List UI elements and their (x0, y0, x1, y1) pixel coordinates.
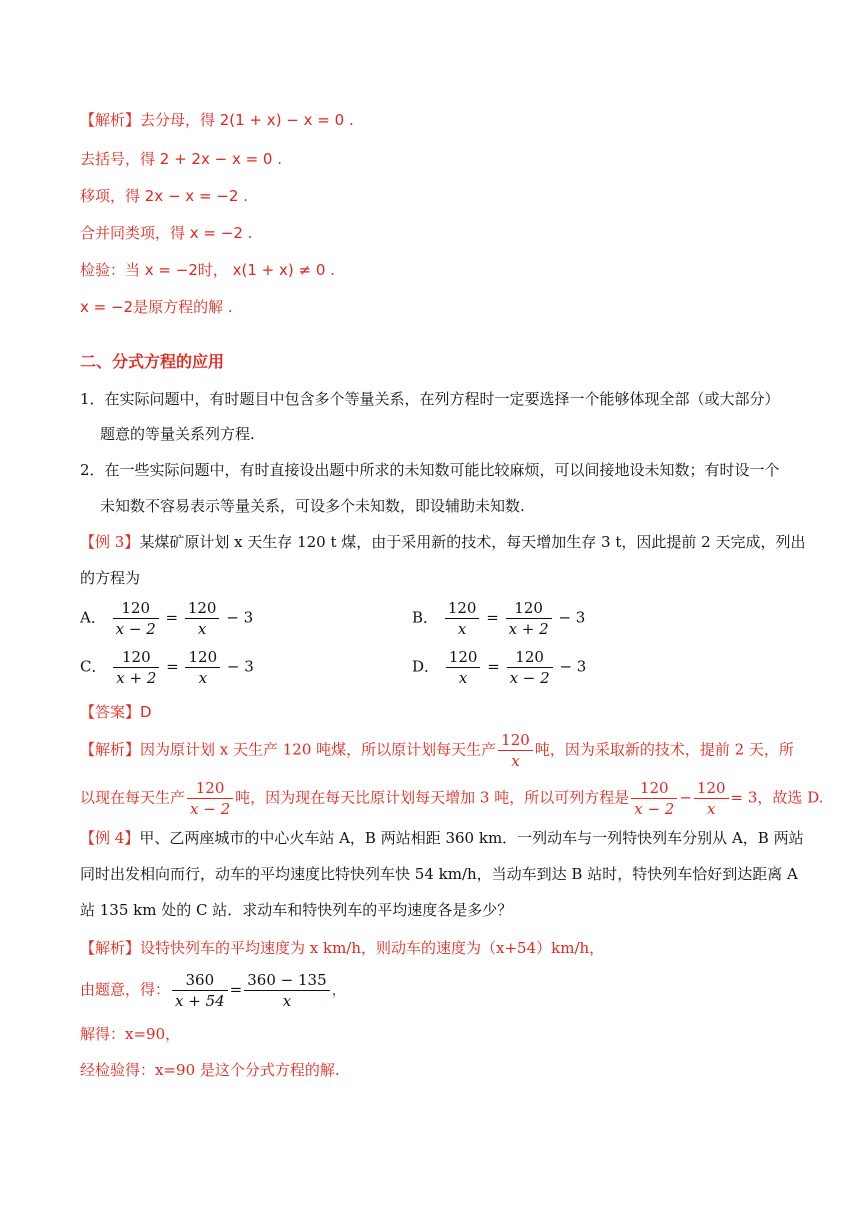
option-c-label: C． (80, 657, 107, 676)
expl-2-frac-2: $\frac{120}{x - 2}$ (631, 778, 677, 819)
option-a-tail: − 3 (226, 608, 254, 627)
point-1-line-2: 题意的等量关系列方程. (100, 425, 255, 443)
option-a: A． $\frac{120}{x - 2}$ = $\frac{120}{x}$ − 3 (80, 599, 254, 638)
expl-2-text-a: 以现在每天生产 (80, 788, 186, 807)
option-b-label: B． (412, 608, 439, 627)
option-c: C． $\frac{120}{x + 2}$ = $\frac{120}{x}$ − 3 (80, 648, 254, 687)
example-4-sol-4: 经检验得：x=90 是这个分式方程的解. (80, 1061, 340, 1079)
example-4-sol-1: 【解析】设特快列车的平均速度为 x km/h，则动车的速度为（x+54）km/h， (80, 939, 605, 957)
example-4-tag: 【例 4】 (80, 829, 140, 847)
solution-line-3: 移项，得 2x − x = −2 . (80, 187, 248, 205)
option-d: D． $\frac{120}{x}$ = $\frac{120}{x - 2}$ − 3 (412, 648, 587, 687)
sol-2-pre: 由题意，得： (80, 980, 171, 999)
point-2-line-2: 未知数不容易表示等量关系，可设多个未知数，即设辅助未知数. (100, 497, 525, 515)
example-4-line-3: 站 135 km 处的 C 站．求动车和特快列车的平均速度各是多少？ (80, 901, 513, 919)
example-4-line-1 (80, 828, 804, 848)
point-2-line-1: 2．在一些实际问题中，有时直接设出题中所求的未知数可能比较麻烦，可以间接地设未知数；有时设一个 (80, 461, 780, 479)
solution-line-5: 检验：当 x = −2时， x(1 + x) ≠ 0 . (80, 261, 335, 279)
expl-1-text-b: 吨，因为采取新的技术，提前 2 天，所 (534, 740, 794, 759)
expl-1-text-a: 【解析】因为原计划 x 天生产 120 吨煤，所以原计划每天生产 (80, 740, 497, 759)
example-3-answer: 【答案】D (80, 703, 152, 721)
solution-line-6: x = −2是原方程的解 . (80, 298, 233, 316)
option-c-frac-2: $\frac{120}{x}$ (185, 647, 220, 688)
example-3-expl-line-2: 以现在每天生产 $\frac{120}{x - 2}$ 吨，因为现在每天比原计划每天增加 3 吨，所以可列方程是 $\frac{120}{x - 2}$ − $\frac{120}{x}$ = 3，故选 D. (80, 779, 824, 818)
expl-2-frac-3: $\frac{120}{x}$ (694, 778, 729, 819)
option-d-tail: − 3 (559, 657, 587, 676)
sol-2-post: ， (331, 980, 347, 999)
option-c-tail: − 3 (226, 657, 254, 676)
option-a-label: A． (80, 608, 106, 627)
solution-line-1: 【解析】去分母，得 2(1 + x) − x = 0 . (80, 111, 354, 129)
option-c-frac-1: $\frac{120}{x + 2}$ (113, 647, 159, 688)
solution-line-2: 去括号，得 2 + 2x − x = 0 . (80, 150, 283, 168)
example-3-line-1 (80, 532, 805, 552)
expl-2-frac-1: $\frac{120}{x - 2}$ (187, 778, 233, 819)
option-d-label: D． (412, 657, 440, 676)
option-d-frac-1: $\frac{120}{x}$ (446, 647, 481, 688)
option-a-frac-1: $\frac{120}{x - 2}$ (113, 598, 159, 639)
example-4-sol-3: 解得：x=90， (80, 1025, 181, 1043)
option-b-tail: − 3 (558, 608, 586, 627)
expl-2-text-c: = 3，故选 D. (730, 788, 824, 807)
example-3-expl-line-1 (80, 730, 794, 771)
expl-2-text-b: 吨，因为现在每天比原计划每天增加 3 吨，所以可列方程是 (235, 788, 630, 807)
example-4-text-1: 甲、乙两座城市的中心火车站 A，B 两站相距 360 km．一列动车与一列特快列车分别从 A，B 两站 (139, 829, 804, 847)
example-4-line-2: 同时出发相向而行，动车的平均速度比特快列车快 54 km/h，当动车到达 B 站时，特快列车恰好到达距离 A (80, 865, 798, 883)
point-1-line-1: 1．在实际问题中，有时题目中包含多个等量关系，在列方程时一定要选择一个能够体现全部（或大部分） (80, 390, 780, 408)
sol-2-frac-1: $\frac{360}{x + 54}$ (172, 970, 228, 1011)
example-3-text-1: 某煤矿原计划 x 天生存 120 t 煤，由于采用新的技术，每天增加生存 3 t，因此提前 2 天完成，列出 (139, 533, 806, 551)
option-b: B． $\frac{120}{x}$ = $\frac{120}{x + 2}$ − 3 (412, 599, 586, 638)
example-3-line-2: 的方程为 (80, 569, 141, 587)
sol-2-frac-2: $\frac{360 - 135}{x}$ (244, 970, 329, 1011)
option-b-frac-1: $\frac{120}{x}$ (445, 598, 480, 639)
option-b-frac-2: $\frac{120}{x + 2}$ (506, 598, 552, 639)
section-title: 二、分式方程的应用 (80, 352, 225, 371)
solution-line-4: 合并同类项，得 x = −2 . (80, 224, 253, 242)
example-4-sol-2: 由题意，得： $\frac{360}{x + 54}$ = $\frac{360 - 135}{x}$ ， (80, 971, 347, 1010)
option-d-frac-2: $\frac{120}{x - 2}$ (507, 647, 553, 688)
option-a-frac-2: $\frac{120}{x}$ (185, 598, 220, 639)
expl-1-frac: $\frac{120}{x}$ (498, 730, 533, 771)
example-3-tag: 【例 3】 (80, 533, 140, 551)
